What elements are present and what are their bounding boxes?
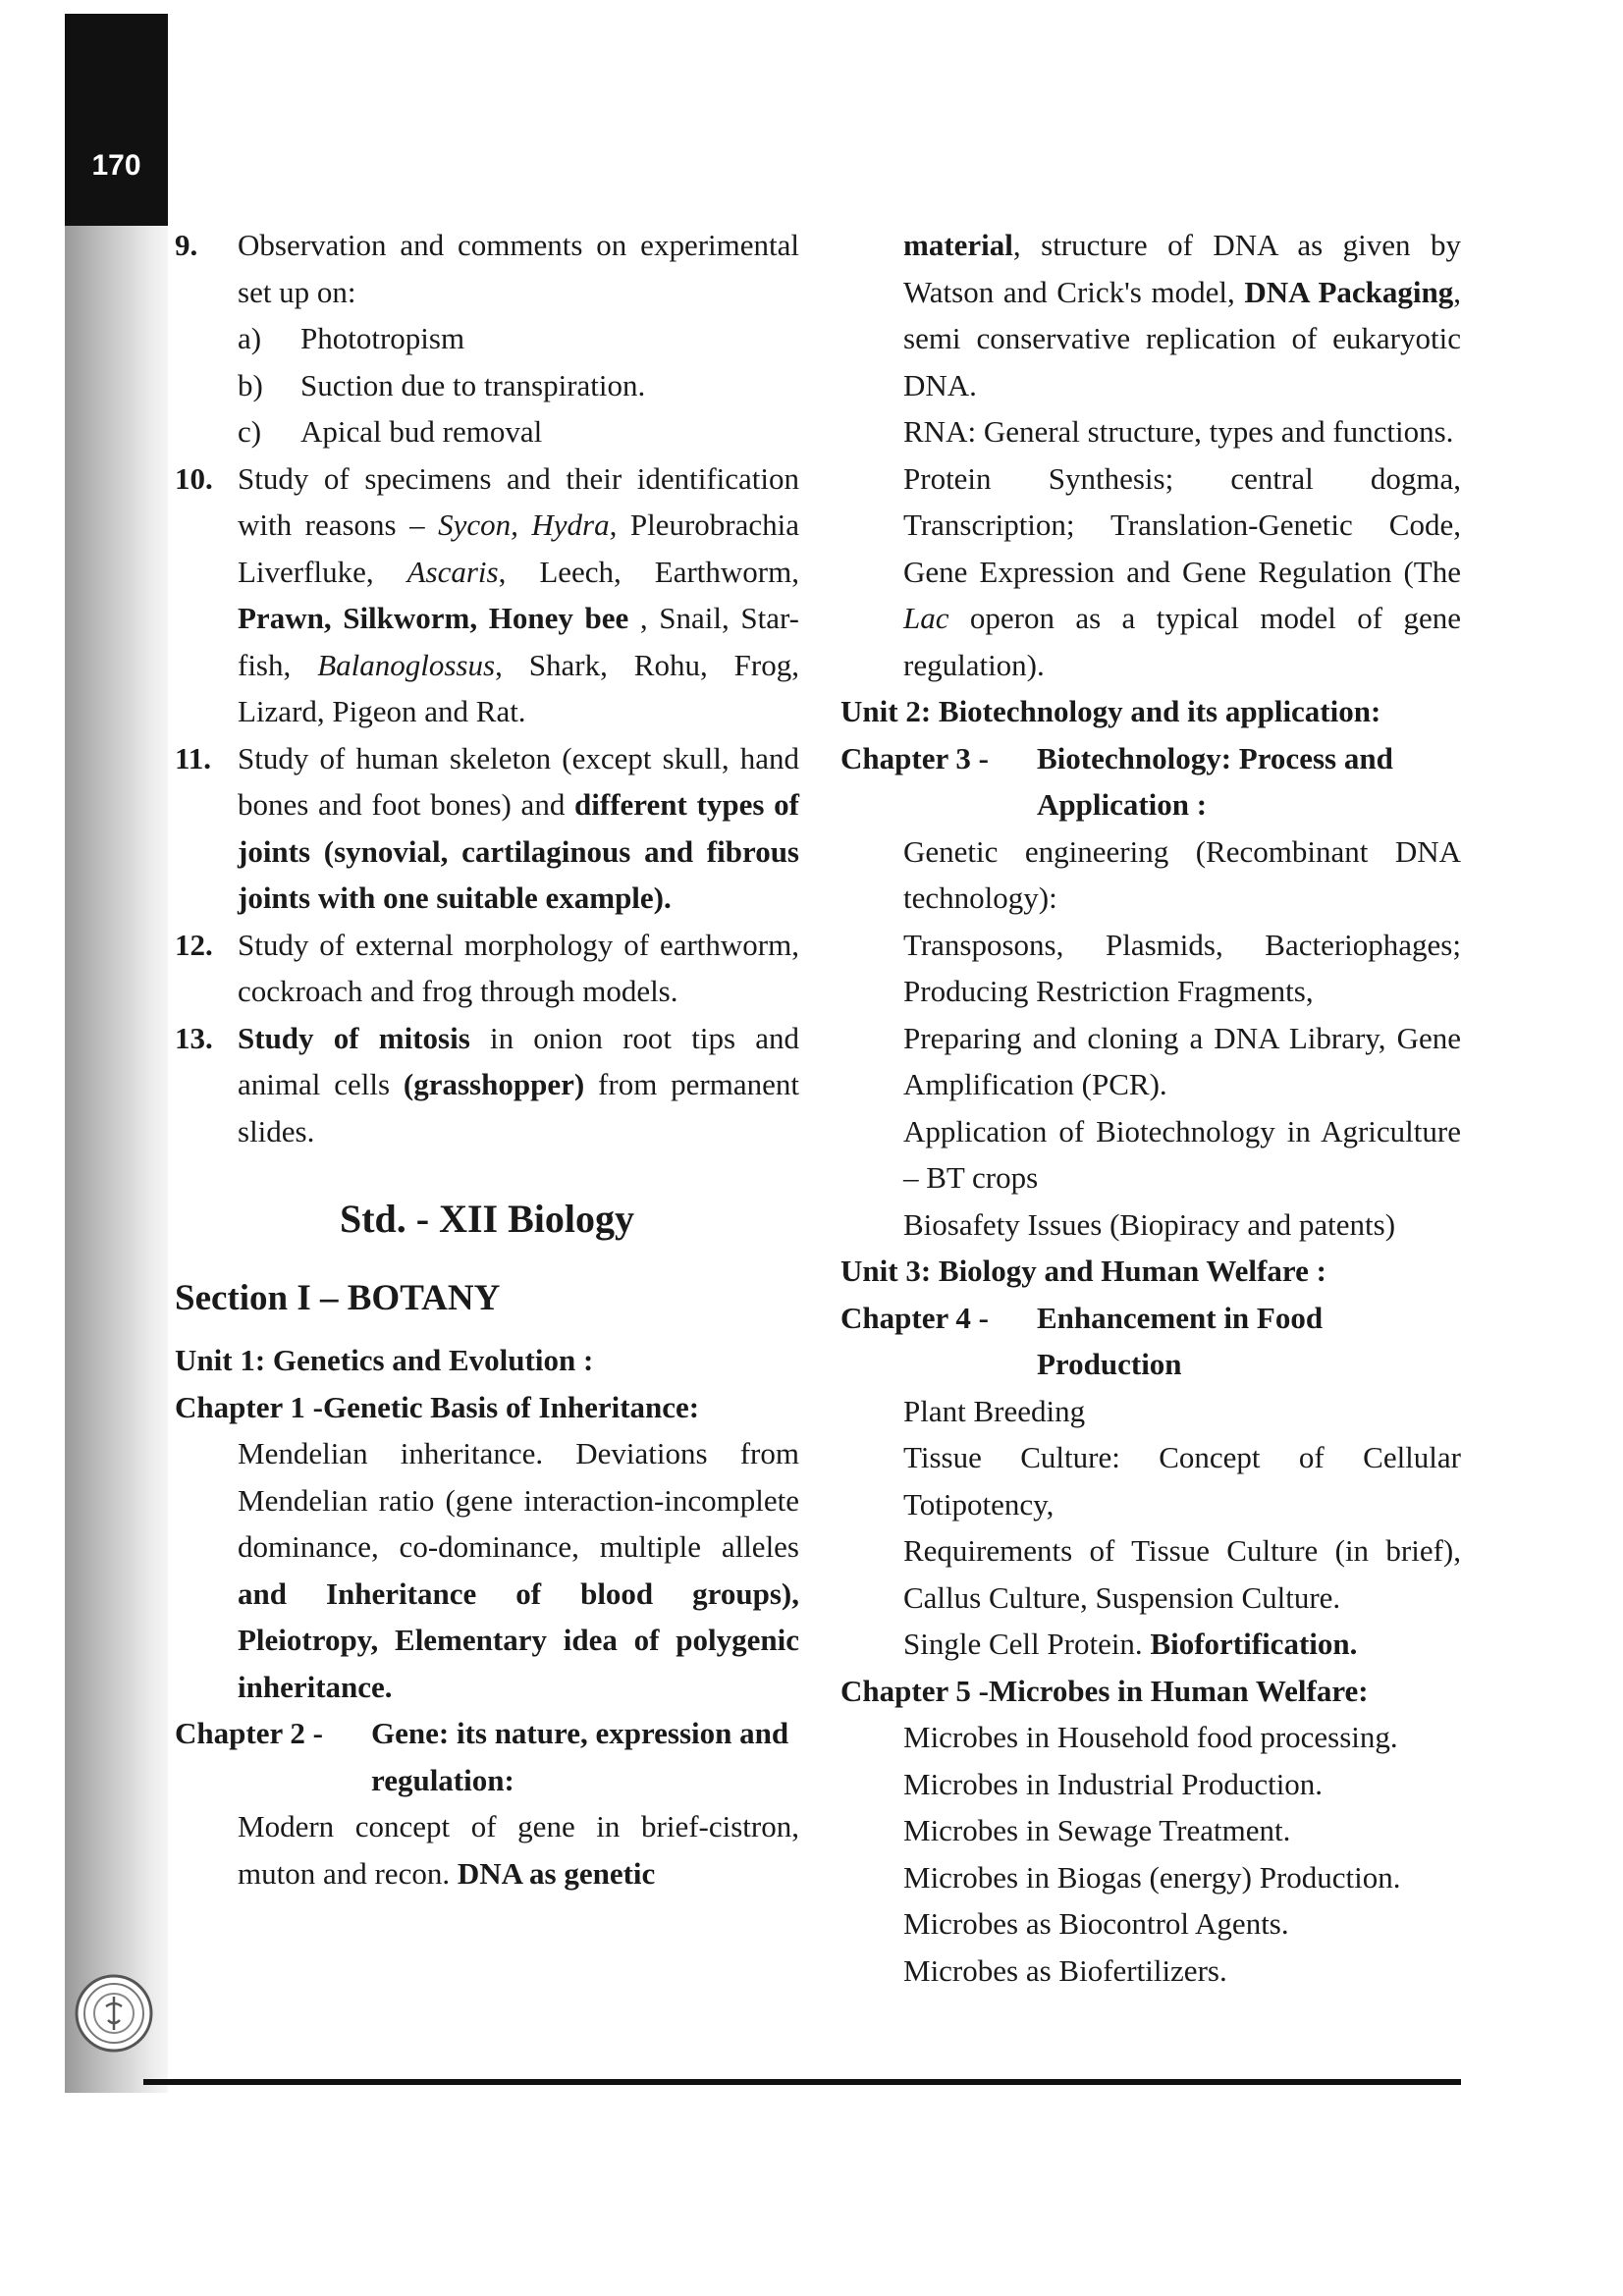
chapter-5-line: Microbes as Biocontrol Agents. xyxy=(903,1906,1289,1941)
chapter-3-line: Genetic engineering (Recombinant DNA technology): xyxy=(903,833,1461,915)
chapter-1-body: Mendelian inheritance. Deviations from Mendelian ratio (gene interaction-incomplete dominance, co-dominance, multiple alleles and Inheritance of blood groups), Pleiotropy, Elementary idea of polygenic inheritance. xyxy=(238,1436,799,1704)
chapter-5-line: Microbes in Sewage Treatment. xyxy=(903,1813,1291,1847)
list-item-9: 9. Observation and comments on experimental set up on: xyxy=(175,228,799,309)
footer-rule xyxy=(143,2079,1461,2085)
chapter-5-line: Microbes in Household food processing. xyxy=(903,1720,1398,1754)
list-item-11: 11. Study of human skeleton (except skull, hand bones and foot bones) and different types of joints (synovial, cartilaginous and fibrous joints with one suitable example). xyxy=(175,740,799,915)
chapter-2-continued: material, structure of DNA as given by Watson and Crick's model, DNA Packaging, semi conservative replication of eukaryotic DNA. xyxy=(903,228,1461,402)
chapter-4-line: Tissue Culture: Concept of Cellular Totipotency, xyxy=(903,1440,1461,1522)
emblem-seal-icon xyxy=(74,1973,154,2054)
chapter-4-line: Plant Breeding xyxy=(903,1393,1086,1428)
list-item-13: 13. Study of mitosis in onion root tips and animal cells (grasshopper) from permanent slides. xyxy=(175,1020,799,1148)
chapter-5-line: Microbes in Industrial Production. xyxy=(903,1766,1324,1801)
chapter-1-heading: Chapter 1 - Genetic Basis of Inheritance: xyxy=(175,1389,700,1424)
chapter-5-heading: Chapter 5 - Microbes in Human Welfare: xyxy=(840,1673,1369,1708)
unit-1-heading: Unit 1: Genetics and Evolution : xyxy=(175,1343,594,1377)
unit-3-heading: Unit 3: Biology and Human Welfare : xyxy=(840,1254,1326,1288)
list-item-10: 10. Study of specimens and their identification with reasons – Sycon, Hydra, Pleurobrachia Liverfluke, Ascaris, Leech, Earthworm, Prawn, Silkworm, Honey bee , Snail, Star-fish, Balanoglossus, Shark, Rohu, Frog, Lizard, Pigeon and Rat. xyxy=(175,460,799,728)
chapter-3-line: Preparing and cloning a DNA Library, Gene Amplification (PCR). xyxy=(903,1020,1461,1101)
chapter-2-heading: Chapter 2 - Gene: its nature, expression and regulation: xyxy=(175,1716,789,1797)
sub-item-b: b) Suction due to transpiration. xyxy=(238,367,646,402)
unit-2-heading: Unit 2: Biotechnology and its application: xyxy=(840,694,1381,728)
chapter-3-line: Biosafety Issues (Biopiracy and patents) xyxy=(903,1206,1396,1242)
chapter-2-body: Modern concept of gene in brief-cistron, muton and recon. DNA as genetic xyxy=(238,1809,799,1891)
right-column xyxy=(840,222,1461,1994)
std-heading: Std. - XII Biology xyxy=(339,1197,635,1241)
section-heading: Section I – BOTANY xyxy=(175,1278,501,1318)
page-number: 170 xyxy=(91,149,141,182)
page-number-tab xyxy=(65,14,168,226)
chapter-3-line: Application of Biotechnology in Agriculture – BT crops xyxy=(903,1113,1461,1195)
side-margin-strip xyxy=(65,14,168,2093)
left-column xyxy=(175,222,799,1896)
chapter-3-line: Transposons, Plasmids, Bacteriophages; Producing Restriction Fragments, xyxy=(903,927,1461,1008)
chapter-4-heading: Chapter 4 - Enhancement in Food Production xyxy=(840,1300,1324,1381)
chapter-5-line: Microbes as Biofertilizers. xyxy=(903,1952,1227,1988)
sub-item-c: c) Apical bud removal xyxy=(238,414,543,449)
sub-item-a: a) Phototropism xyxy=(238,321,465,355)
rna-paragraph: RNA: General structure, types and functions. xyxy=(903,414,1454,449)
protein-synthesis-paragraph: Protein Synthesis; central dogma, Transcription; Translation-Genetic Code, Gene Expression and Gene Regulation (The Lac operon as a typical model of gene regulation). xyxy=(903,460,1461,682)
chapter-4-line: Single Cell Protein. Biofortification. xyxy=(903,1627,1358,1661)
list-item-12: 12. Study of external morphology of earthworm, cockroach and frog through models. xyxy=(175,927,799,1008)
chapter-3-heading: Chapter 3 - Biotechnology: Process and Application : xyxy=(840,740,1393,822)
chapter-4-line: Requirements of Tissue Culture (in brief), Callus Culture, Suspension Culture. xyxy=(903,1533,1461,1615)
chapter-5-line: Microbes in Biogas (energy) Production. xyxy=(903,1859,1401,1895)
